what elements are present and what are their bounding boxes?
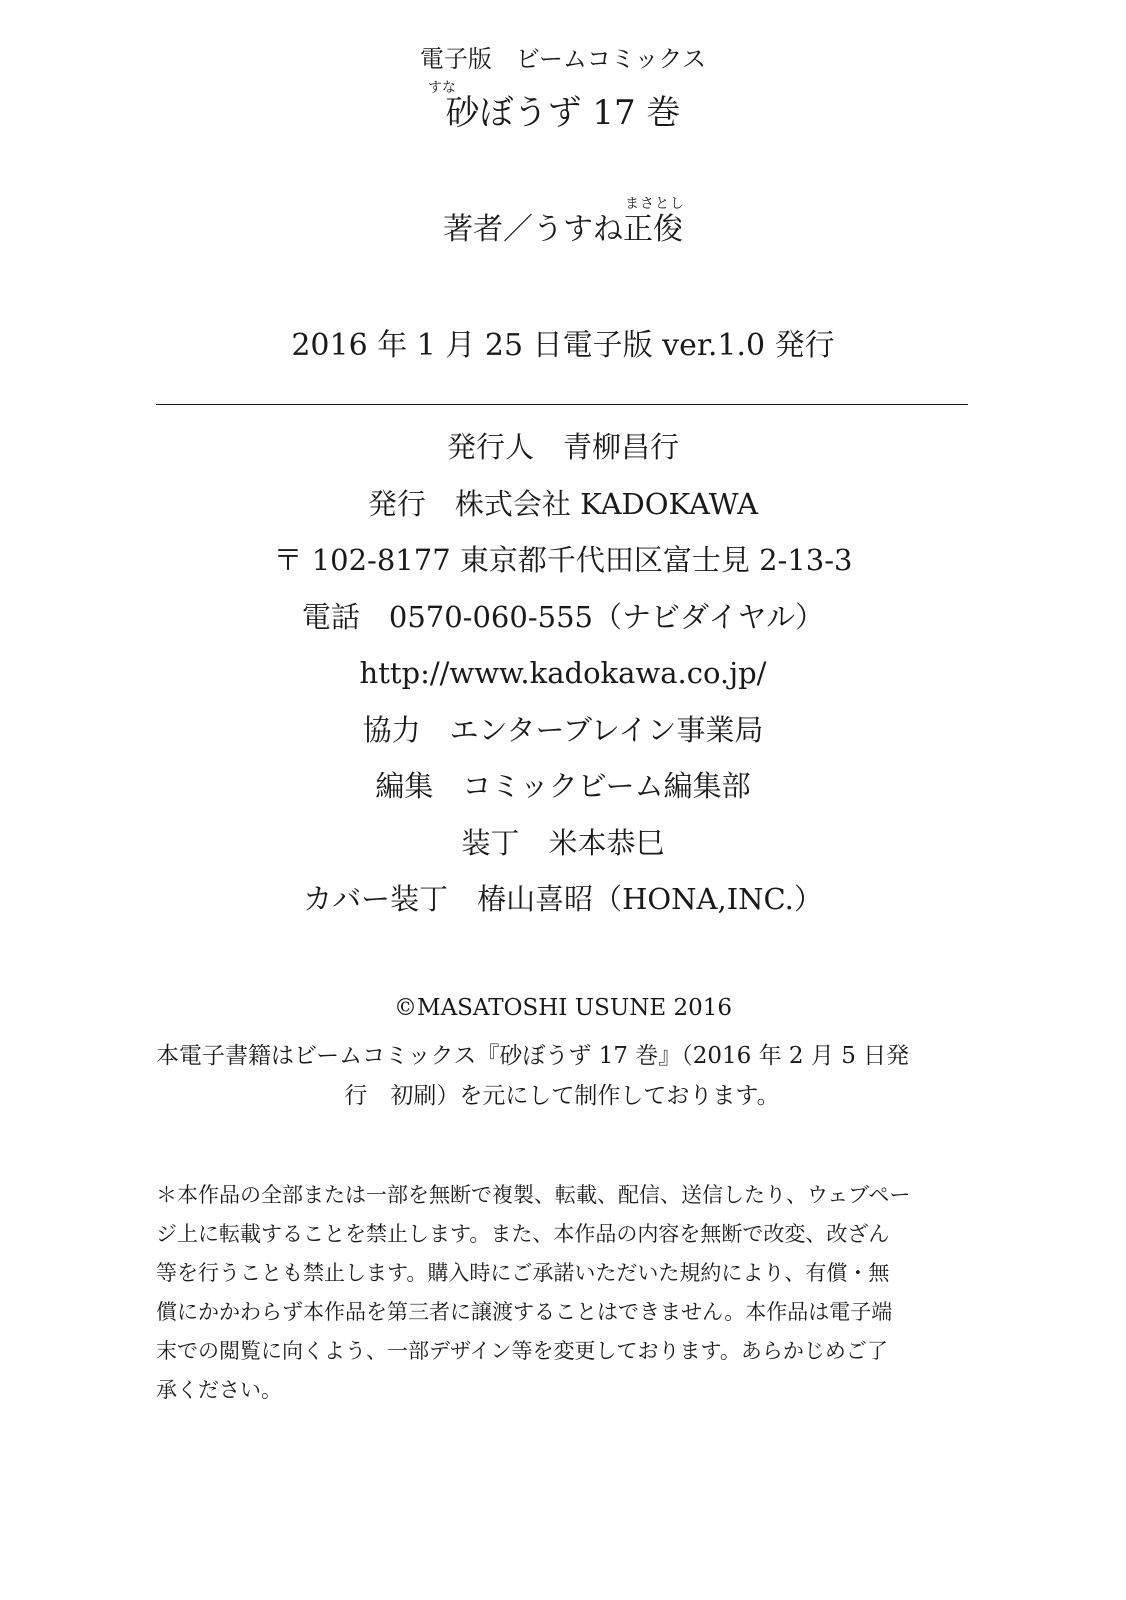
credit-url: http://www.kadokawa.co.jp/ [359,656,767,690]
copyright-line: ©MASATOSHI USUNE 2016 [394,995,732,1021]
legal-notice [156,1176,968,1410]
credit-design: 装丁 米本恭巳 [461,825,665,860]
credit-phone: 電話 0570-060-555（ナビダイヤル） [301,599,825,634]
book-title: 砂ぼうず 17 巻 [445,93,681,133]
source-note-line: 行 初刷）を元にして制作しております。 [344,1083,780,1109]
legal-notice-line: 末での閲覧に向くよう、一部デザイン等を変更しております。あらかじめご了 [156,1339,888,1363]
source-note [156,1036,968,1116]
author-line: 著者／うすね正俊 [443,212,683,247]
legal-notice-line: ＊本作品の全部または一部を無断で複製、転載、配信、送信したり、ウェブペー [156,1183,911,1207]
credit-cover-design: カバー装丁 椿山喜昭（HONA,INC.） [303,882,823,916]
title-ruby: すな [428,80,456,96]
legal-notice-line: 償にかかわらず本作品を第三者に譲渡することはできません。本作品は電子端 [156,1300,893,1324]
divider-rule [156,404,968,405]
credit-address: 〒 102-8177 東京都千代田区富士見 2-13-3 [273,543,853,577]
legal-notice-line: ジ上に転載することを禁止します。また、本作品の内容を無断で改変、改ざん [156,1222,890,1246]
legal-notice-line: 等を行うことも禁止します。購入時にご承諾いただいた規約により、有償・無 [156,1261,890,1285]
credit-publisher-person: 発行人 青柳昌行 [446,430,679,464]
credit-cooperation: 協力 エンターブレイン事業局 [362,712,764,747]
credit-publisher: 発行 株式会社 KADOKAWA [367,486,759,521]
credit-editing: 編集 コミックビーム編集部 [375,769,751,803]
author-ruby: まさとし [625,196,685,212]
series-label: 電子版 ビームコミックス [419,45,707,73]
publication-date: 2016 年 1 月 25 日電子版 ver.1.0 発行 [291,328,835,363]
source-note-line: 本電子書籍はビームコミックス『砂ぼうず 17 巻』（2016 年 2 月 5 日発 [156,1043,910,1069]
legal-notice-line: 承ください。 [156,1378,282,1402]
credits-list [0,424,1126,933]
